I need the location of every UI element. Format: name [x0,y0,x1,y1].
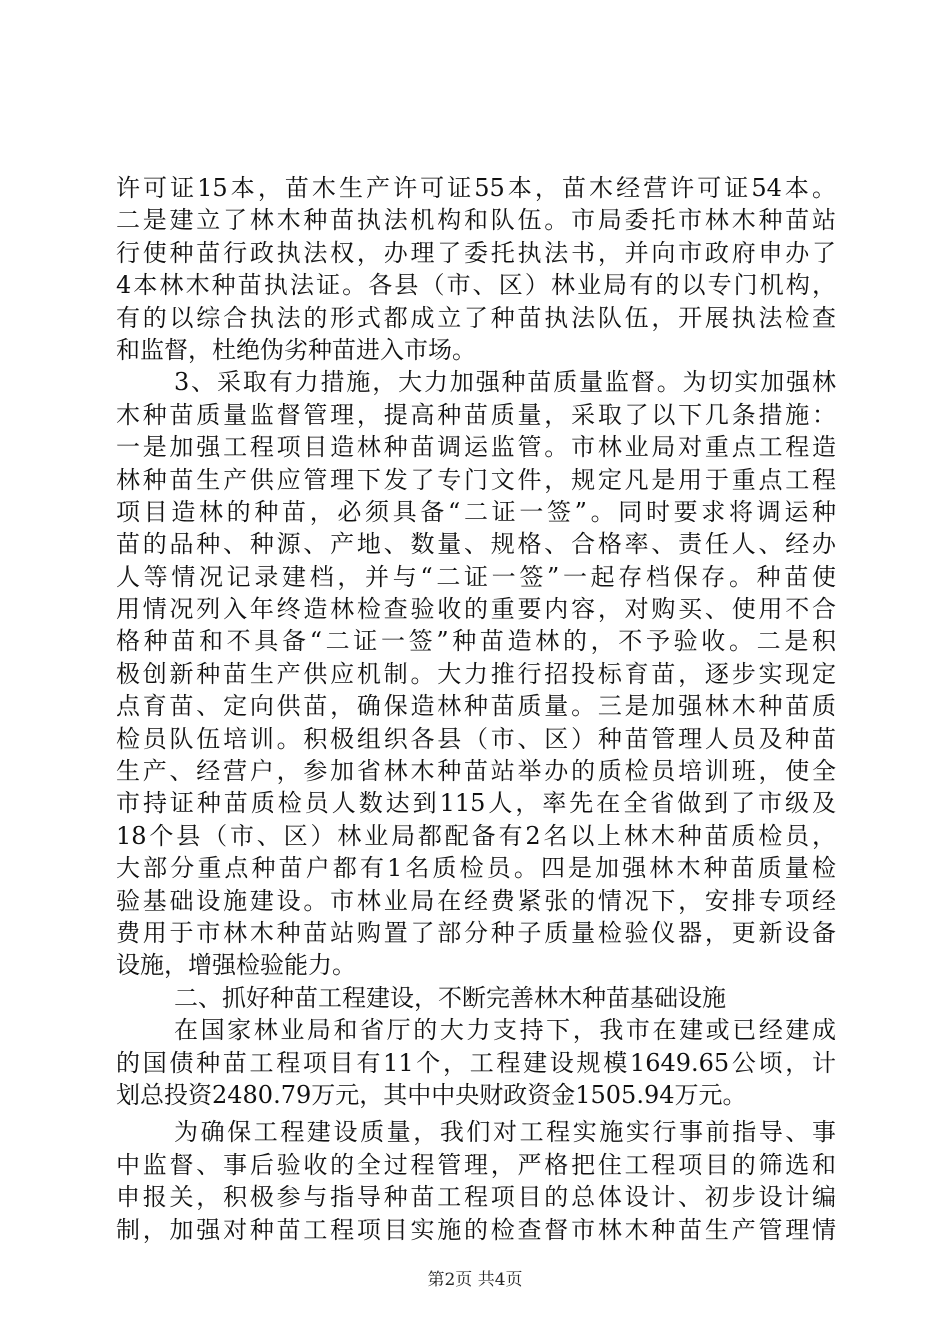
text-line: 许可证15本，苗木生产许可证55本，苗木经营许可证54本。 [116,174,836,202]
text-line: 费用于市林木种苗站购置了部分种子质量检验仪器，更新设备 [116,918,836,947]
text-line: 大部分重点种苗户都有1名质检员。四是加强林木种苗质量检 [116,854,836,883]
text-line: 项目造林的种苗，必须具备“二证一签”。同时要求将调运种 [116,497,836,526]
text-line: 在国家林业局和省厅的大力支持下，我市在建或已经建成 [174,1016,836,1045]
text-line: 点育苗、定向供苗，确保造林种苗质量。三是加强林木种苗质 [116,692,836,721]
text-line: 设施，增强检验能力。 [116,951,356,980]
text-line: 中监督、事后验收的全过程管理，严格把住工程项目的筛选和 [116,1150,836,1179]
text-line: 检员队伍培训。积极组织各县（市、区）种苗管理人员及种苗 [116,724,836,753]
text-line: 有的以综合执法的形式都成立了种苗执法队伍，开展执法检查 [116,303,836,332]
text-line: 验基础设施建设。市林业局在经费紧张的情况下，安排专项经 [116,886,836,915]
text-line: 制，加强对种苗工程项目实施的检查督市林木种苗生产管理情 [116,1215,836,1244]
text-line: 一是加强工程项目造林种苗调运监管。市林业局对重点工程造 [116,433,836,462]
document-body [116,172,836,1246]
text-line: 用情况列入年终造林检查验收的重要内容，对购买、使用不合 [116,595,836,624]
text-line: 极创新种苗生产供应机制。大力推行招投标育苗，逐步实现定 [116,659,836,688]
text-line: 市持证种苗质检员人数达到115人，率先在全省做到了市级及 [116,789,836,818]
text-line: 木种苗质量监督管理，提高种苗质量，采取了以下几条措施： [116,400,836,429]
text-line: 二是建立了林木种苗执法机构和队伍。市局委托市林木种苗站 [116,206,836,235]
text-line: 4本林木种苗执法证。各县（市、区）林业局有的以专门机构， [116,271,836,300]
text-line: 的国债种苗工程项目有11个，工程建设规模1649.65公顷，计 [116,1048,836,1077]
text-line: 生产、经营户，参加省林木种苗站举办的质检员培训班，使全 [116,757,836,786]
text-line: 苗的品种、种源、产地、数量、规格、合格率、责任人、经办 [116,530,836,559]
text-line: 申报关，积极参与指导种苗工程项目的总体设计、初步设计编 [116,1183,836,1212]
text-line: 林种苗生产供应管理下发了专门文件，规定凡是用于重点工程 [116,465,836,494]
text-line: 和监督，杜绝伪劣种苗进入市场。 [116,335,476,364]
text-line: 划总投资2480.79万元，其中中央财政资金1505.94万元。 [116,1080,747,1109]
text-line: 格种苗和不具备“二证一签”种苗造林的，不予验收。二是积 [116,627,836,656]
section-heading: 二、抓好种苗工程建设，不断完善林木种苗基础设施 [174,983,726,1012]
text-line: 行使种苗行政执法权，办理了委托执法书，并向市政府申办了 [116,238,836,267]
text-line: 人等情况记录建档，并与“二证一签”一起存档保存。种苗使 [116,562,836,591]
page-number: 第2页 共4页 [427,1270,523,1290]
text-line: 18个县（市、区）林业局都配备有2名以上林木种苗质检员， [116,821,836,850]
text-line: 3、采取有力措施，大力加强种苗质量监督。为切实加强林 [174,368,836,397]
text-line: 为确保工程建设质量，我们对工程实施实行事前指导、事 [174,1118,836,1147]
